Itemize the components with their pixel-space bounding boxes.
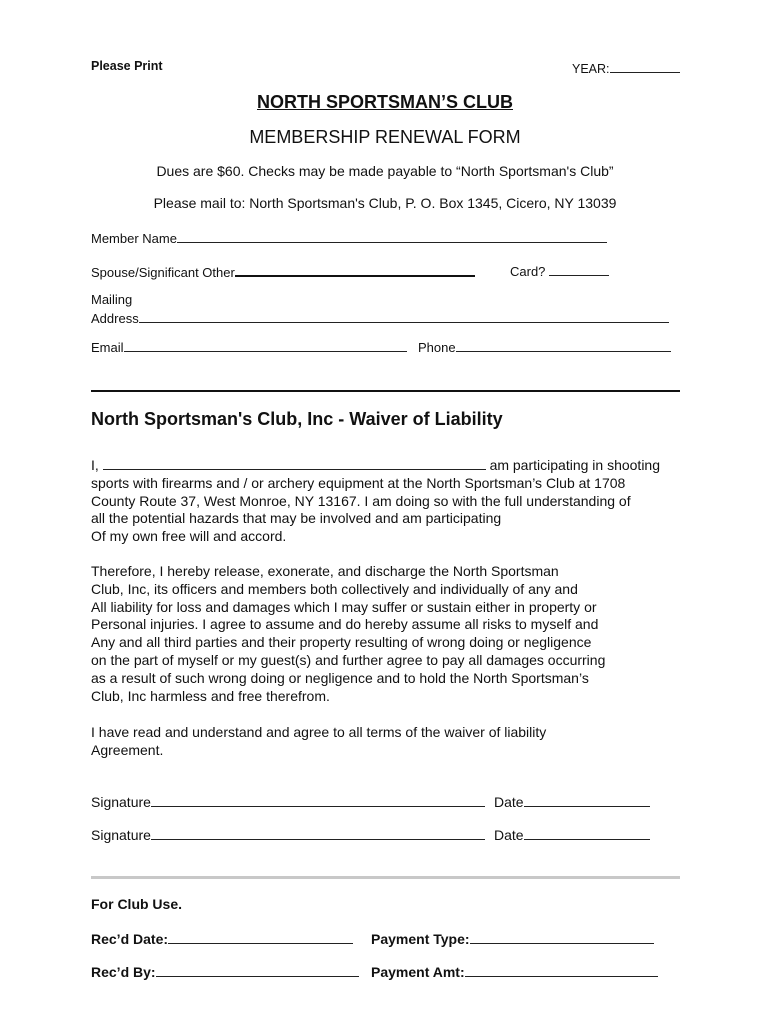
payment-amt-line[interactable] [465, 963, 658, 977]
recd-date-label: Rec’d Date: [91, 931, 169, 947]
spouse-label: Spouse/Significant Other [91, 265, 235, 280]
date-label: Date [494, 794, 524, 810]
date-field-2[interactable] [494, 826, 650, 843]
recd-date-field[interactable] [91, 930, 353, 947]
email-label: Email [91, 340, 124, 355]
waiver-line: Of my own free will and accord. [91, 528, 287, 545]
waiver-line: Personal injuries. I agree to assume and do hereby assume all risks to myself and [91, 616, 599, 633]
mail-text: Please mail to: North Sportsman's Club, P. O. Box 1345, Cicero, NY 13039 [153, 195, 617, 211]
email-field[interactable] [91, 338, 407, 355]
waiver-line: Any and all third parties and their property resulting of wrong doing or negligence [91, 634, 592, 651]
signature-field-1[interactable] [91, 793, 485, 810]
waiver-line1-suffix: am participating in shooting [489, 457, 660, 473]
waiver-line: Club, Inc, its officers and members both collectively and individually of any and [91, 580, 578, 597]
waiver-paragraph-1 [91, 456, 691, 546]
waiver-line: Agreement. [91, 741, 164, 758]
waiver-line: all the potential hazards that may be involved and am participating [91, 510, 502, 527]
signature-line[interactable] [151, 826, 485, 840]
card-label: Card? [510, 264, 546, 279]
year-label: YEAR: [572, 62, 610, 76]
waiver-line: All liability for loss and damages which I may suffer or sustain either in property or [91, 598, 597, 615]
signature-label: Signature [91, 794, 151, 810]
payment-amt-field[interactable] [371, 963, 658, 980]
member-name-field[interactable] [91, 229, 607, 246]
date-field-1[interactable] [494, 793, 650, 810]
payment-type-field[interactable] [371, 930, 654, 947]
address-label: Address [91, 311, 139, 326]
card-field[interactable] [510, 262, 609, 279]
payment-type-line[interactable] [470, 930, 654, 944]
payment-amt-label: Payment Amt: [371, 964, 465, 980]
phone-line[interactable] [456, 338, 671, 352]
member-name-label: Member Name [91, 231, 177, 246]
recd-by-label: Rec’d By: [91, 964, 156, 980]
recd-date-line[interactable] [168, 930, 353, 944]
form-subtitle: MEMBERSHIP RENEWAL FORM [249, 127, 521, 147]
payment-type-label: Payment Type: [371, 931, 470, 947]
waiver-line: Club, Inc harmless and free therefrom. [91, 687, 330, 704]
waiver-paragraph-3 [91, 724, 691, 760]
dues-text: Dues are $60. Checks may be made payable to “North Sportsman's Club” [156, 163, 614, 179]
please-print-label: Please Print [91, 59, 163, 73]
waiver-paragraph-2 [91, 563, 691, 705]
date-line[interactable] [524, 826, 650, 840]
member-name-line[interactable] [177, 229, 607, 243]
signature-label: Signature [91, 827, 151, 843]
section-divider [91, 390, 680, 392]
address-field[interactable] [91, 309, 669, 326]
year-line[interactable] [610, 59, 680, 73]
waiver-i-prefix: I, [91, 457, 99, 473]
waiver-line: as a result of such wrong doing or negligence and to hold the North Sportsman’s [91, 669, 589, 686]
recd-by-line[interactable] [156, 963, 359, 977]
club-use-divider [91, 876, 680, 879]
waiver-line: I have read and understand and agree to all terms of the waiver of liability [91, 724, 547, 740]
waiver-heading: North Sportsman's Club, Inc - Waiver of Liability [91, 409, 503, 429]
waiver-line: County Route 37, West Monroe, NY 13167. I am doing so with the full understanding of [91, 492, 631, 509]
waiver-line: on the part of myself or my guest(s) and further agree to pay all damages occurring [91, 651, 606, 668]
waiver-line: sports with firearms and / or archery equipment at the North Sportsman’s Club at 1708 [91, 474, 626, 491]
phone-field[interactable] [418, 338, 671, 355]
club-title: NORTH SPORTSMAN’S CLUB [257, 92, 513, 112]
waiver-line: Therefore, I hereby release, exonerate, and discharge the North Sportsman [91, 563, 559, 579]
phone-label: Phone [418, 340, 456, 355]
card-line[interactable] [549, 262, 609, 276]
signature-field-2[interactable] [91, 826, 485, 843]
year-field[interactable] [572, 59, 680, 76]
recd-by-field[interactable] [91, 963, 359, 980]
spouse-field[interactable] [91, 262, 475, 280]
club-use-heading: For Club Use. [91, 896, 183, 912]
address-line[interactable] [139, 309, 669, 323]
signature-line[interactable] [151, 793, 485, 807]
date-line[interactable] [524, 793, 650, 807]
mailing-label: Mailing [91, 292, 133, 307]
email-line[interactable] [124, 338, 407, 352]
waiver-line [91, 456, 691, 475]
participant-name-line[interactable] [103, 456, 486, 470]
date-label: Date [494, 827, 524, 843]
spouse-line[interactable] [235, 262, 475, 277]
